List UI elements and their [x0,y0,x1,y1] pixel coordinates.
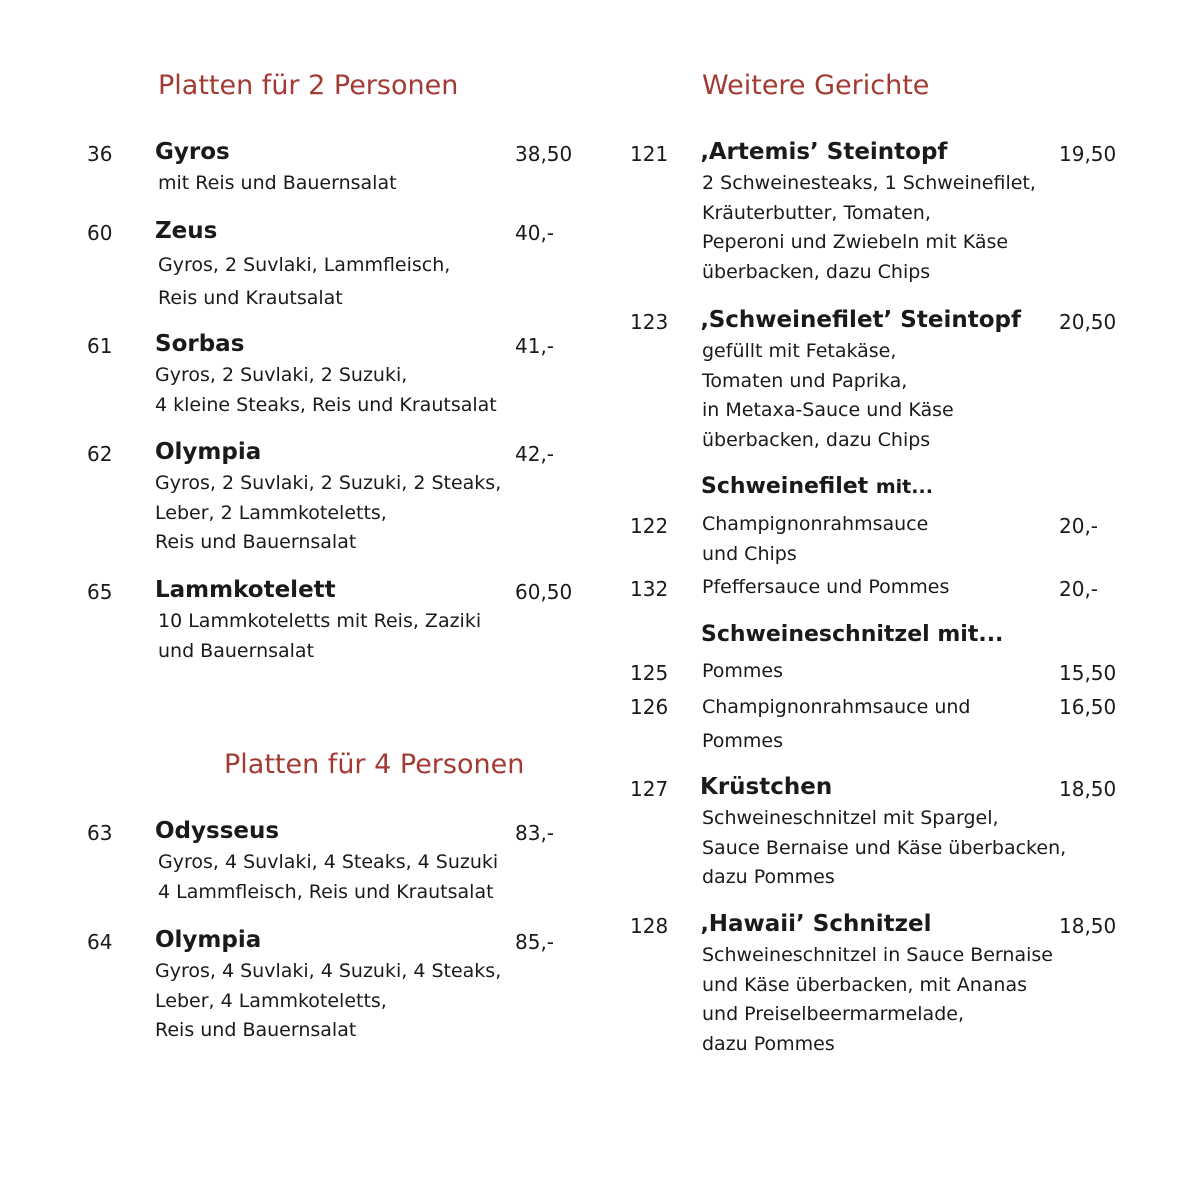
item-description: Gyros, 2 Suvlaki, 2 Suzuki, 4 kleine Steaks, Reis und Krautsalat [155,364,497,416]
item-number: 61 [87,334,113,358]
item-price: 60,50 [515,580,573,604]
item-description: mit Reis und Bauernsalat [158,172,397,194]
option-text: Pommes [702,660,784,682]
heading-weitere-gerichte: Weitere Gerichte [702,70,930,101]
item-description: Gyros, 2 Suvlaki, Lammfleisch, Reis und Krautsalat [158,254,451,309]
item-name: Gyros [155,139,230,165]
item-description: 2 Schweinesteaks, 1 Schweinefilet, Kräuterbutter, Tomaten, Peperoni und Zwiebeln mit Käse überbacken, dazu Chips [702,172,1036,283]
item-description: 10 Lammkoteletts mit Reis, Zaziki und Bauernsalat [158,610,482,662]
item-price: 20,50 [1059,310,1117,334]
item-number: 128 [630,914,669,938]
item-description: Schweineschnitzel mit Spargel, Sauce Bernaise und Käse überbacken, dazu Pommes [702,807,1067,888]
item-description: Gyros, 2 Suvlaki, 2 Suzuki, 2 Steaks, Leber, 2 Lammkoteletts, Reis und Bauernsalat [155,472,502,553]
option-number: 126 [630,695,669,719]
option-number: 132 [630,577,669,601]
item-name: Olympia [155,439,262,465]
item-name: ‚Artemis’ Steintopf [700,139,948,165]
heading-platten-2: Platten für 2 Personen [158,70,459,101]
item-number: 123 [630,310,669,334]
item-name: Lammkotelett [155,577,336,603]
item-price: 38,50 [515,142,573,166]
item-price: 42,- [515,442,555,466]
item-number: 65 [87,580,113,604]
option-price: 15,50 [1059,661,1117,685]
option-price: 16,50 [1059,695,1117,719]
item-price: 18,50 [1059,914,1117,938]
item-description: gefüllt mit Fetakäse, Tomaten und Paprika, in Metaxa-Sauce und Käse überbacken, dazu Chips [702,340,954,451]
option-text: Pfeffersauce und Pommes [702,576,950,598]
item-name: Zeus [155,218,218,244]
option-number: 122 [630,514,669,538]
subheading-title: Schweinefilet [701,474,869,499]
item-name: ‚Hawaii’ Schnitzel [700,911,932,937]
item-number: 60 [87,221,113,245]
item-price: 83,- [515,821,555,845]
option-number: 125 [630,661,669,685]
item-number: 63 [87,821,113,845]
item-number: 121 [630,142,669,166]
item-name: Krüstchen [700,774,833,800]
item-name: Olympia [155,927,262,953]
item-name: ‚Schweinefilet’ Steintopf [700,307,1021,333]
option-text: Champignonrahmsauce und Chips [702,513,929,565]
item-number: 62 [87,442,113,466]
option-price: 20,- [1059,514,1099,538]
item-description: Gyros, 4 Suvlaki, 4 Suzuki, 4 Steaks, Leber, 4 Lammkoteletts, Reis und Bauernsalat [155,960,502,1041]
item-number: 36 [87,142,113,166]
option-text: Champignonrahmsauce und Pommes [702,696,971,752]
item-price: 85,- [515,930,555,954]
item-price: 41,- [515,334,555,358]
subheading-schweinefilet [701,476,933,498]
item-description: Schweineschnitzel in Sauce Bernaise und Käse überbacken, mit Ananas und Preiselbeermarmelade, dazu Pommes [702,944,1053,1055]
heading-platten-4: Platten für 4 Personen [224,749,525,780]
subheading-suffix: mit... [875,476,933,498]
item-number: 127 [630,777,669,801]
option-price: 20,- [1059,577,1099,601]
item-name: Sorbas [155,331,245,357]
item-number: 64 [87,930,113,954]
item-price: 18,50 [1059,777,1117,801]
subheading-schweineschnitzel: Schweineschnitzel mit... [701,622,1004,647]
item-price: 19,50 [1059,142,1117,166]
item-price: 40,- [515,221,555,245]
item-description: Gyros, 4 Suvlaki, 4 Steaks, 4 Suzuki 4 Lammfleisch, Reis und Krautsalat [158,851,499,903]
item-name: Odysseus [155,818,280,844]
